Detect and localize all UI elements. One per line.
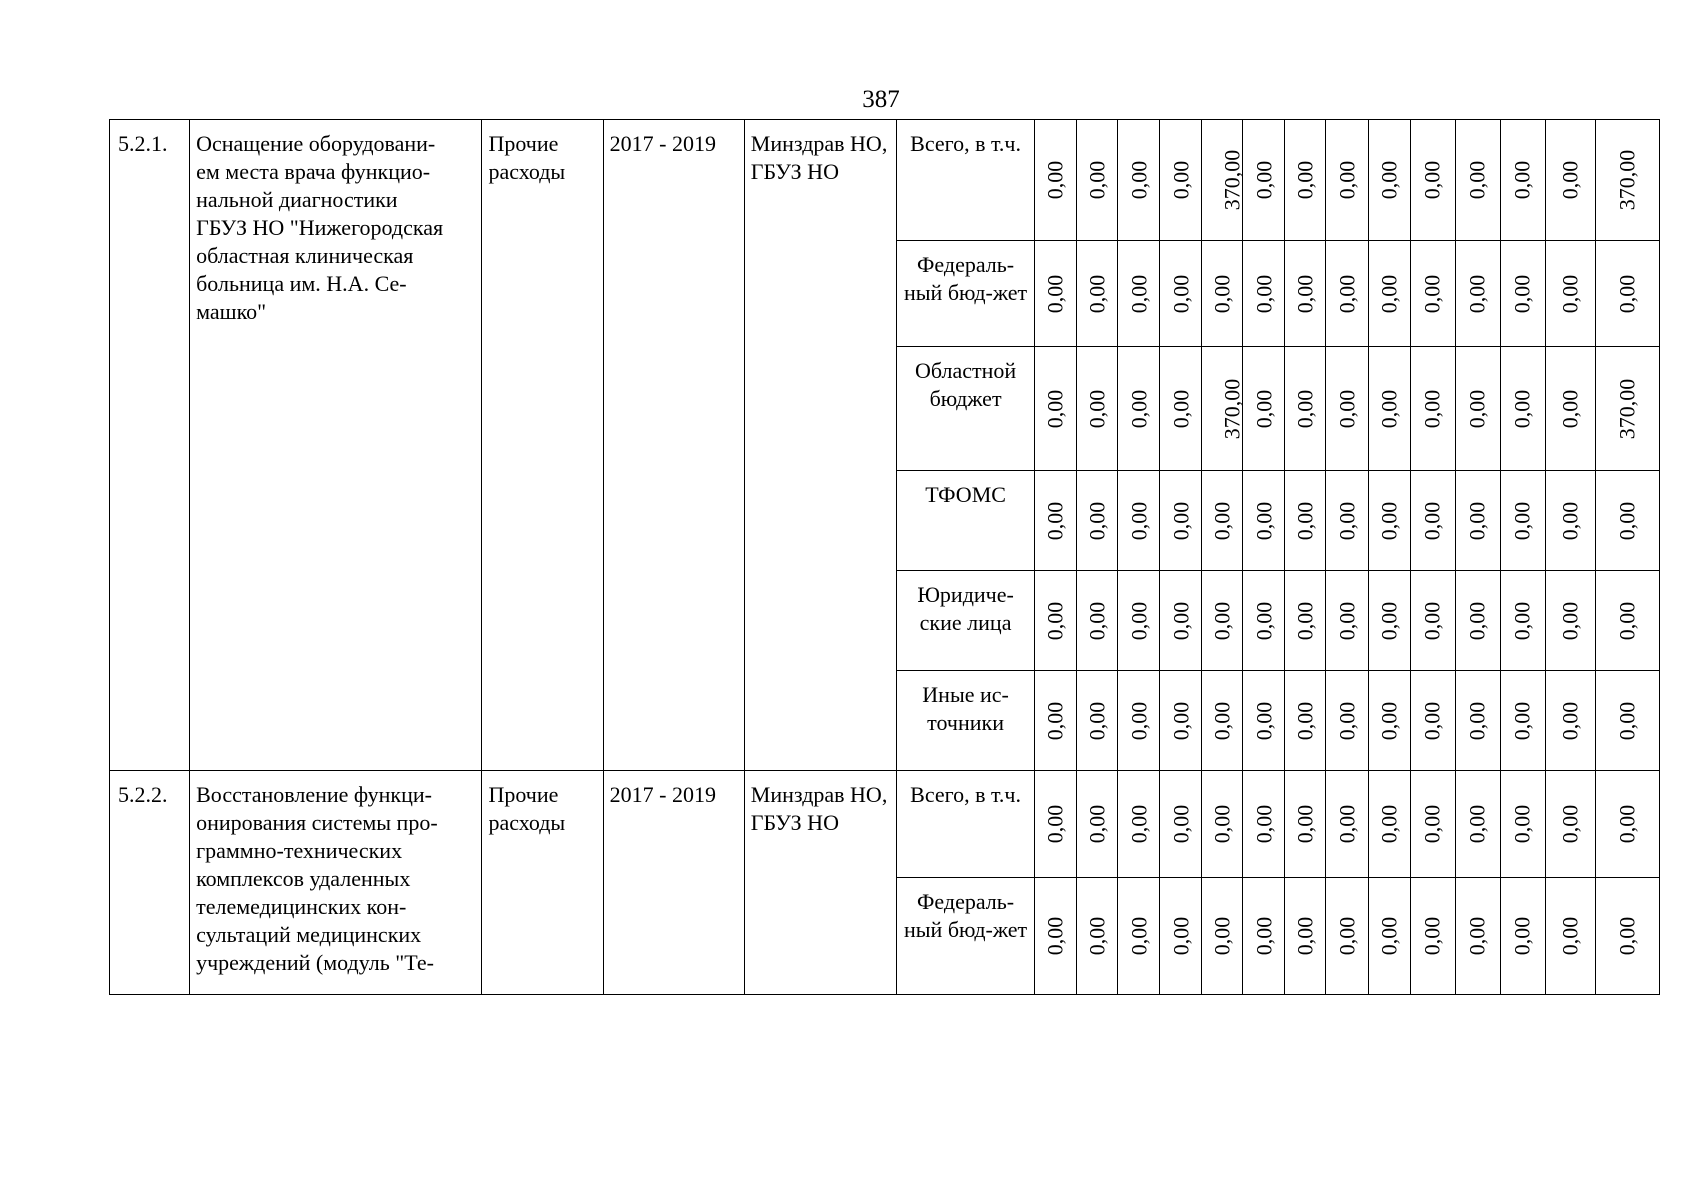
amount-cell: [1160, 471, 1202, 571]
amount-cell: [1410, 671, 1455, 771]
amount-value: 0,00: [1334, 501, 1359, 540]
amount-cell: [1500, 878, 1545, 995]
amount-cell: [1368, 120, 1410, 241]
amount-cell: [1455, 878, 1500, 995]
amount-value: 370,00: [1219, 149, 1245, 211]
amount-cell: [1285, 771, 1326, 878]
amount-value: 0,00: [1084, 389, 1110, 428]
amount-value: 0,00: [1250, 389, 1276, 428]
amount-value: 0,00: [1376, 804, 1402, 844]
amount-cell: [1326, 471, 1368, 571]
amount-cell: [1595, 878, 1659, 995]
amount-cell: [1160, 120, 1202, 241]
amount-cell: [1500, 771, 1545, 878]
amount-value: 0,00: [1614, 701, 1640, 740]
amount-cell: [1500, 241, 1545, 347]
amount-value: 0,00: [1084, 601, 1110, 640]
amount-value: 0,00: [1292, 701, 1318, 740]
amount-value: 0,00: [1419, 501, 1445, 540]
amount-value: 0,00: [1125, 916, 1151, 956]
amount-cell: [1595, 120, 1659, 241]
amount-cell: [1160, 771, 1202, 878]
amount-cell: [1500, 347, 1545, 471]
amount-value: 0,00: [1042, 916, 1068, 956]
amount-cell: [1202, 878, 1243, 995]
amount-cell: [1243, 571, 1285, 671]
amount-cell: [1410, 347, 1455, 471]
amount-value: 0,00: [1509, 501, 1535, 540]
amount-cell: [1035, 671, 1077, 771]
amount-value: 0,00: [1509, 274, 1535, 313]
table-row: [110, 771, 1660, 878]
amount-cell: [1035, 347, 1077, 471]
amount-cell: [1368, 878, 1410, 995]
amount-value: 0,00: [1125, 501, 1151, 540]
amount-value: 0,00: [1084, 804, 1110, 844]
amount-value: 0,00: [1509, 601, 1535, 640]
amount-value: 0,00: [1042, 389, 1068, 428]
amount-value: 0,00: [1292, 916, 1318, 956]
amount-value: 0,00: [1084, 701, 1110, 740]
funding-source: Всего, в т.ч.: [896, 120, 1034, 241]
item-executor: [744, 771, 896, 995]
amount-cell: [1202, 671, 1243, 771]
amount-value: 0,00: [1084, 501, 1110, 540]
amount-cell: [1368, 671, 1410, 771]
amount-cell: [1035, 471, 1077, 571]
amount-cell: [1455, 120, 1500, 241]
amount-value: 0,00: [1376, 274, 1402, 313]
funding-source: Федераль-ный бюд-жет: [896, 241, 1034, 347]
amount-cell: [1035, 771, 1077, 878]
amount-value: 0,00: [1376, 601, 1402, 640]
amount-cell: [1545, 571, 1595, 671]
amount-value: 0,00: [1464, 916, 1490, 956]
amount-cell: [1595, 671, 1659, 771]
amount-cell: [1455, 471, 1500, 571]
amount-value: 0,00: [1376, 160, 1402, 200]
amount-cell: [1455, 671, 1500, 771]
amount-value: 0,00: [1084, 274, 1110, 313]
amount-cell: [1326, 771, 1368, 878]
amount-cell: [1500, 471, 1545, 571]
amount-value: 0,00: [1292, 804, 1318, 844]
amount-cell: [1410, 471, 1455, 571]
amount-value: 0,00: [1167, 701, 1193, 740]
amount-value: 0,00: [1509, 804, 1535, 844]
amount-value: 0,00: [1419, 389, 1445, 428]
item-description: [190, 771, 482, 995]
amount-value: 0,00: [1292, 501, 1318, 540]
amount-cell: [1326, 347, 1368, 471]
item-description-text: Восстановление функци- онирования системы про- граммно-технических комплексов удаленных телемедицинских кон- сультаций медицинских учреждений (модуль "Те-: [196, 782, 438, 975]
item-number: [110, 771, 190, 995]
amount-value: 0,00: [1042, 701, 1068, 740]
amount-value: 0,00: [1042, 160, 1068, 200]
amount-cell: [1118, 671, 1160, 771]
amount-value: 0,00: [1167, 389, 1193, 428]
amount-cell: [1326, 571, 1368, 671]
amount-value: 0,00: [1509, 389, 1535, 428]
amount-value: 0,00: [1464, 274, 1490, 313]
amount-cell: [1285, 347, 1326, 471]
amount-value: 0,00: [1250, 804, 1276, 844]
amount-cell: [1455, 347, 1500, 471]
amount-value: 0,00: [1084, 160, 1110, 200]
amount-value: 0,00: [1419, 916, 1445, 956]
amount-value: 0,00: [1334, 916, 1359, 956]
amount-value: 0,00: [1125, 160, 1151, 200]
amount-value: 0,00: [1464, 160, 1490, 200]
amount-value: 0,00: [1125, 389, 1151, 428]
amount-value: 0,00: [1250, 601, 1276, 640]
amount-value: 0,00: [1509, 160, 1535, 200]
table-row: [110, 120, 1660, 241]
amount-cell: [1077, 771, 1118, 878]
item-period-text: 2017 - 2019: [609, 782, 716, 807]
amount-value: 0,00: [1334, 601, 1359, 640]
amount-cell: [1077, 471, 1118, 571]
amount-value: 0,00: [1209, 274, 1235, 313]
amount-cell: [1077, 120, 1118, 241]
amount-cell: [1243, 120, 1285, 241]
amount-cell: [1545, 241, 1595, 347]
amount-cell: [1368, 571, 1410, 671]
amount-cell: [1595, 241, 1659, 347]
amount-cell: [1500, 571, 1545, 671]
amount-value: 0,00: [1084, 916, 1110, 956]
amount-value: 0,00: [1292, 389, 1318, 428]
amount-cell: [1035, 241, 1077, 347]
amount-value: 0,00: [1614, 601, 1640, 640]
amount-value: 0,00: [1419, 601, 1445, 640]
funding-source: Всего, в т.ч.: [896, 771, 1034, 878]
amount-value: 0,00: [1557, 274, 1583, 313]
amount-value: 0,00: [1557, 160, 1583, 200]
amount-cell: [1500, 671, 1545, 771]
funding-source: Федераль-ный бюд-жет: [896, 878, 1034, 995]
amount-cell: [1595, 347, 1659, 471]
amount-cell: [1160, 878, 1202, 995]
amount-value: 370,00: [1219, 378, 1245, 439]
amount-cell: [1243, 671, 1285, 771]
item-expense-type: [482, 120, 603, 771]
amount-value: 0,00: [1464, 804, 1490, 844]
amount-value: 0,00: [1042, 804, 1068, 844]
amount-value: 0,00: [1614, 916, 1640, 956]
amount-cell: [1410, 120, 1455, 241]
amount-cell: [1455, 241, 1500, 347]
amount-cell: [1243, 347, 1285, 471]
amount-cell: [1118, 471, 1160, 571]
amount-cell: [1202, 771, 1243, 878]
amount-value: 0,00: [1334, 389, 1359, 428]
amount-cell: [1285, 671, 1326, 771]
amount-value: 0,00: [1464, 701, 1490, 740]
amount-cell: [1035, 120, 1077, 241]
amount-cell: [1285, 571, 1326, 671]
amount-value: 0,00: [1125, 601, 1151, 640]
amount-value: 0,00: [1334, 701, 1359, 740]
amount-value: 0,00: [1209, 501, 1235, 540]
amount-cell: [1035, 878, 1077, 995]
amount-cell: [1285, 120, 1326, 241]
amount-value: 0,00: [1614, 501, 1640, 540]
amount-cell: [1243, 878, 1285, 995]
amount-value: 0,00: [1376, 389, 1402, 428]
item-expense-type-text: Прочие расходы: [488, 782, 566, 835]
amount-value: 370,00: [1614, 149, 1640, 211]
amount-cell: [1410, 241, 1455, 347]
amount-cell: [1595, 771, 1659, 878]
amount-value: 0,00: [1464, 601, 1490, 640]
amount-cell: [1595, 571, 1659, 671]
amount-cell: [1455, 771, 1500, 878]
amount-cell: [1326, 671, 1368, 771]
amount-value: 0,00: [1250, 501, 1276, 540]
amount-value: 0,00: [1042, 274, 1068, 313]
amount-cell: [1285, 878, 1326, 995]
amount-value: 0,00: [1167, 274, 1193, 313]
item-number-text: 5.2.2.: [118, 782, 168, 807]
item-period-text: 2017 - 2019: [609, 131, 716, 156]
amount-value: 0,00: [1125, 274, 1151, 313]
amount-value: 0,00: [1167, 501, 1193, 540]
amount-value: 0,00: [1419, 804, 1445, 844]
amount-value: 0,00: [1250, 916, 1276, 956]
amount-cell: [1160, 671, 1202, 771]
amount-value: 0,00: [1167, 804, 1193, 844]
amount-cell: [1326, 120, 1368, 241]
amount-value: 0,00: [1557, 701, 1583, 740]
amount-value: 0,00: [1376, 501, 1402, 540]
amount-cell: [1077, 571, 1118, 671]
amount-value: 0,00: [1614, 274, 1640, 313]
amount-value: 0,00: [1419, 160, 1445, 200]
amount-value: 0,00: [1209, 804, 1235, 844]
amount-value: 0,00: [1376, 701, 1402, 740]
amount-value: 0,00: [1557, 804, 1583, 844]
amount-cell: [1202, 120, 1243, 241]
item-period: [603, 771, 744, 995]
amount-value: 0,00: [1464, 501, 1490, 540]
funding-source: Областной бюджет: [896, 347, 1034, 471]
amount-value: 0,00: [1376, 916, 1402, 956]
amount-value: 0,00: [1334, 804, 1359, 844]
amount-value: 0,00: [1509, 701, 1535, 740]
amount-cell: [1035, 571, 1077, 671]
amount-cell: [1077, 241, 1118, 347]
item-description-text: Оснащение оборудовани- ем места врача функцио- нальной диагностики ГБУЗ НО "Нижегородская областная клиническая больница им. Н.А. Се- машко": [196, 131, 444, 324]
amount-value: 0,00: [1557, 601, 1583, 640]
amount-cell: [1160, 347, 1202, 471]
amount-value: 0,00: [1167, 601, 1193, 640]
amount-value: 0,00: [1209, 701, 1235, 740]
amount-value: 0,00: [1419, 701, 1445, 740]
amount-cell: [1410, 878, 1455, 995]
amount-cell: [1285, 471, 1326, 571]
amount-cell: [1545, 771, 1595, 878]
item-expense-type: [482, 771, 603, 995]
funding-source: Иные ис-точники: [896, 671, 1034, 771]
amount-value: 0,00: [1042, 601, 1068, 640]
amount-value: 0,00: [1292, 274, 1318, 313]
amount-value: 0,00: [1250, 701, 1276, 740]
amount-cell: [1410, 771, 1455, 878]
amount-cell: [1160, 241, 1202, 347]
amount-cell: [1202, 241, 1243, 347]
amount-cell: [1160, 571, 1202, 671]
amount-cell: [1326, 241, 1368, 347]
amount-value: 0,00: [1167, 160, 1193, 200]
amount-cell: [1243, 471, 1285, 571]
amount-value: 0,00: [1557, 389, 1583, 428]
amount-cell: [1545, 471, 1595, 571]
amount-cell: [1545, 671, 1595, 771]
amount-cell: [1202, 571, 1243, 671]
amount-cell: [1545, 347, 1595, 471]
amount-cell: [1118, 120, 1160, 241]
amount-cell: [1077, 878, 1118, 995]
amount-value: 0,00: [1464, 389, 1490, 428]
amount-cell: [1500, 120, 1545, 241]
amount-value: 0,00: [1419, 274, 1445, 313]
amount-cell: [1118, 571, 1160, 671]
item-executor-text: Минздрав НО, ГБУЗ НО: [750, 131, 888, 184]
amount-value: 0,00: [1509, 916, 1535, 956]
amount-value: 370,00: [1614, 378, 1640, 439]
funding-source: ТФОМС: [896, 471, 1034, 571]
amount-cell: [1545, 120, 1595, 241]
item-executor-text: Минздрав НО, ГБУЗ НО: [750, 782, 888, 835]
amount-value: 0,00: [1250, 274, 1276, 313]
amount-cell: [1545, 878, 1595, 995]
amount-cell: [1118, 347, 1160, 471]
amount-cell: [1368, 771, 1410, 878]
amount-value: 0,00: [1209, 916, 1235, 956]
amount-cell: [1368, 471, 1410, 571]
amount-value: 0,00: [1614, 804, 1640, 844]
amount-value: 0,00: [1042, 501, 1068, 540]
amount-value: 0,00: [1209, 601, 1235, 640]
amount-cell: [1077, 671, 1118, 771]
amount-value: 0,00: [1334, 274, 1359, 313]
amount-value: 0,00: [1250, 160, 1276, 200]
amount-cell: [1455, 571, 1500, 671]
amount-cell: [1326, 878, 1368, 995]
amount-cell: [1243, 241, 1285, 347]
funding-source: Юридиче-ские лица: [896, 571, 1034, 671]
amount-value: 0,00: [1125, 804, 1151, 844]
amount-cell: [1285, 241, 1326, 347]
amount-cell: [1202, 347, 1243, 471]
item-number-text: 5.2.1.: [118, 131, 168, 156]
amount-cell: [1368, 241, 1410, 347]
amount-value: 0,00: [1167, 916, 1193, 956]
amount-cell: [1595, 471, 1659, 571]
budget-table: [109, 119, 1660, 995]
item-executor: [744, 120, 896, 771]
amount-value: 0,00: [1292, 601, 1318, 640]
amount-value: 0,00: [1557, 916, 1583, 956]
amount-cell: [1118, 771, 1160, 878]
amount-cell: [1118, 878, 1160, 995]
amount-cell: [1410, 571, 1455, 671]
amount-cell: [1118, 241, 1160, 347]
amount-cell: [1368, 347, 1410, 471]
amount-value: 0,00: [1292, 160, 1318, 200]
item-number: [110, 120, 190, 771]
item-period: [603, 120, 744, 771]
amount-value: 0,00: [1334, 160, 1359, 200]
amount-cell: [1243, 771, 1285, 878]
item-description: [190, 120, 482, 771]
amount-value: 0,00: [1125, 701, 1151, 740]
amount-cell: [1077, 347, 1118, 471]
item-expense-type-text: Прочие расходы: [488, 131, 566, 184]
page-number: 387: [862, 86, 900, 113]
amount-cell: [1202, 471, 1243, 571]
amount-value: 0,00: [1557, 501, 1583, 540]
